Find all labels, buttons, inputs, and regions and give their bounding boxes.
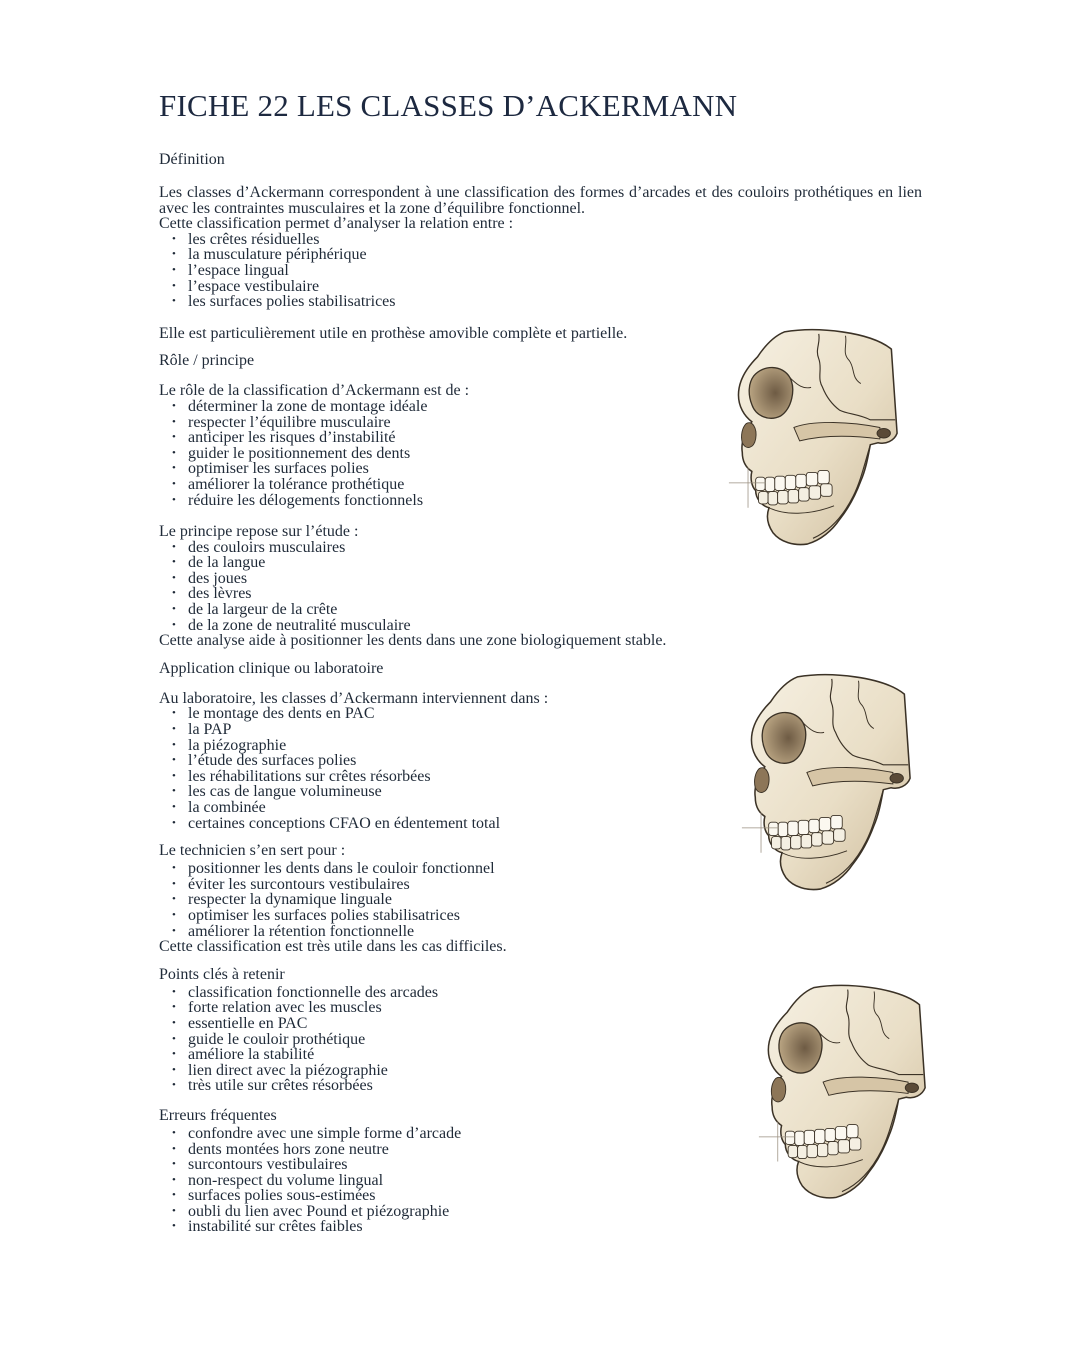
list-item: • guide le couloir prothétique — [159, 1032, 922, 1048]
list-item: • forte relation avec les muscles — [159, 1000, 922, 1016]
list-item: • surcontours vestibulaires — [159, 1157, 922, 1173]
list-item: • respecter la dynamique linguale — [159, 892, 922, 908]
list-item: • les réhabilitations sur crêtes résorbées — [159, 769, 922, 785]
definition-list — [159, 232, 922, 310]
list-item: • surfaces polies sous-estimées — [159, 1188, 922, 1204]
list-item: • de la largeur de la crête — [159, 602, 922, 618]
application-intro: Au laboratoire, les classes d’Ackermann interviennent dans : — [159, 689, 549, 707]
list-item: • positionner les dents dans le couloir fonctionnel — [159, 861, 922, 877]
role-closing: Cette analyse aide à positionner les dents dans une zone biologiquement stable. — [159, 632, 667, 650]
list-item: • l’espace vestibulaire — [159, 279, 922, 295]
technician-intro: Le technicien s’en sert pour : — [159, 842, 346, 860]
skull-lateral-illustration — [727, 322, 899, 554]
list-item: • la musculature périphérique — [159, 247, 922, 263]
list-item: • guider le positionnement des dents — [159, 446, 922, 462]
list-item: • des couloirs musculaires — [159, 540, 922, 556]
skull-lateral-illustration — [740, 672, 912, 894]
list-item: • la piézographie — [159, 738, 922, 754]
definition-intro: Cette classification permet d’analyser la relation entre : — [159, 215, 514, 233]
list-item: • de la langue — [159, 555, 922, 571]
skull-lateral-illustration — [757, 975, 927, 1210]
list-item: • la combinée — [159, 800, 922, 816]
section-heading-keypoints: Points clés à retenir — [159, 965, 285, 983]
list-item: • l’étude des surfaces polies — [159, 753, 922, 769]
list-item: • optimiser les surfaces polies — [159, 461, 922, 477]
list-item: • essentielle en PAC — [159, 1016, 922, 1032]
definition-closing: Elle est particulièrement utile en prothèse amovible complète et partielle. — [159, 324, 628, 342]
definition-paragraph: Les classes d’Ackermann correspondent à une classification des formes d’arcades et des couloirs prothétiques en lien avec les contraintes musculaires et la zone d’équilibre fonctionnel. — [159, 184, 922, 217]
list-item: • respecter l’équilibre musculaire — [159, 415, 922, 431]
list-item: • le montage des dents en PAC — [159, 706, 922, 722]
section-heading-role: Rôle / principe — [159, 352, 255, 370]
list-item: • de la zone de neutralité musculaire — [159, 618, 922, 634]
list-item: • les surfaces polies stabilisatrices — [159, 294, 922, 310]
list-item: • éviter les surcontours vestibulaires — [159, 877, 922, 893]
section-heading-definition: Définition — [159, 151, 225, 168]
section-heading-application: Application clinique ou laboratoire — [159, 659, 384, 677]
list-item: • l’espace lingual — [159, 263, 922, 279]
application-closing: Cette classification est très utile dans les cas difficiles. — [159, 938, 507, 956]
list-item: • oubli du lien avec Pound et piézographie — [159, 1204, 922, 1220]
principle-intro: Le principe repose sur l’étude : — [159, 523, 359, 541]
list-item: • très utile sur crêtes résorbées — [159, 1078, 922, 1094]
list-item: • les crêtes résiduelles — [159, 232, 922, 248]
list-item: • les cas de langue volumineuse — [159, 784, 922, 800]
list-item: • déterminer la zone de montage idéale — [159, 399, 922, 415]
list-item: • dents montées hors zone neutre — [159, 1142, 922, 1158]
list-item: • des lèvres — [159, 586, 922, 602]
role-intro: Le rôle de la classification d’Ackermann est de : — [159, 382, 470, 400]
section-heading-errors: Erreurs fréquentes — [159, 1106, 277, 1124]
list-item: • optimiser les surfaces polies stabilisatrices — [159, 908, 922, 924]
list-item: • réduire les délogements fonctionnels — [159, 493, 922, 509]
list-item: • certaines conceptions CFAO en édentement total — [159, 816, 922, 832]
list-item: • lien direct avec la piézographie — [159, 1063, 922, 1079]
list-item: • améliorer la tolérance prothétique — [159, 477, 922, 493]
page-title: FICHE 22 LES CLASSES D’ACKERMANN — [159, 88, 738, 123]
list-item: • anticiper les risques d’instabilité — [159, 430, 922, 446]
list-item: • confondre avec une simple forme d’arcade — [159, 1126, 922, 1142]
list-item: • la PAP — [159, 722, 922, 738]
list-item: • classification fonctionnelle des arcades — [159, 985, 922, 1001]
list-item: • améliorer la rétention fonctionnelle — [159, 924, 922, 940]
list-item: • améliore la stabilité — [159, 1047, 922, 1063]
list-item: • non-respect du volume lingual — [159, 1173, 922, 1189]
list-item: • instabilité sur crêtes faibles — [159, 1219, 922, 1235]
list-item: • des joues — [159, 571, 922, 587]
